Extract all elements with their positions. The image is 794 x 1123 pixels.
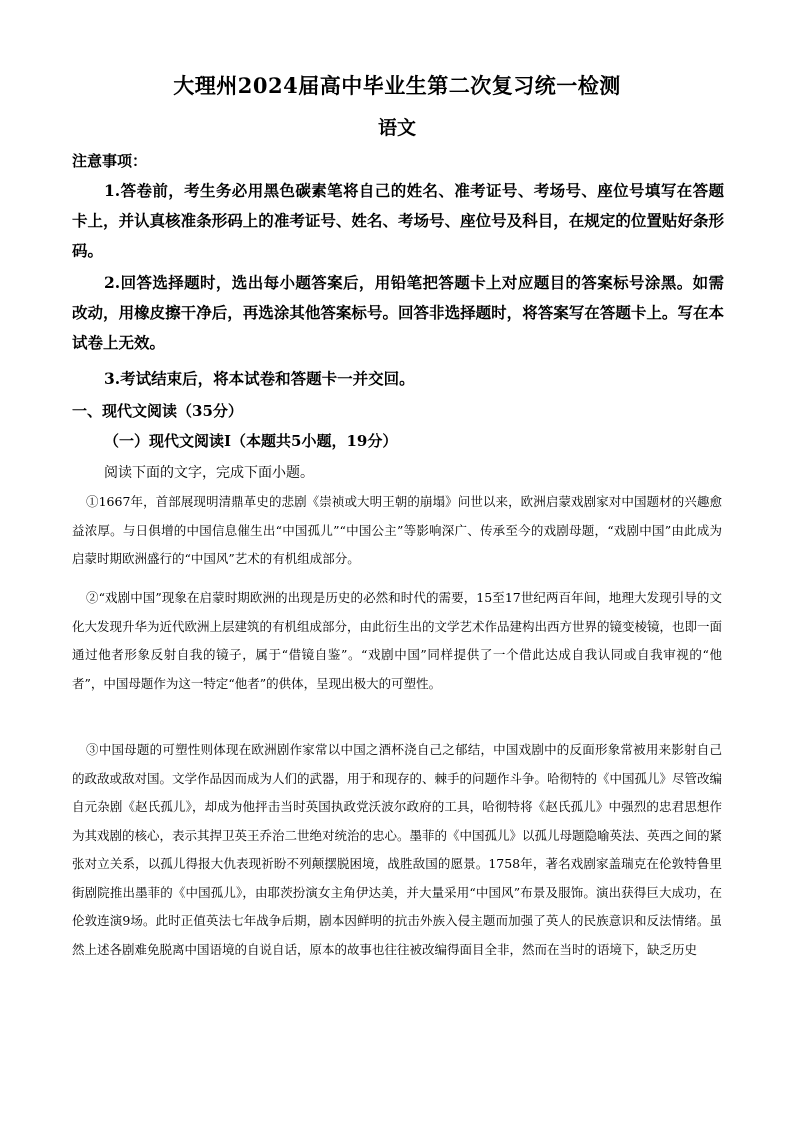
notice-heading: 注意事项：: [72, 152, 148, 170]
section-heading: 一、现代文阅读（35分）: [72, 402, 243, 420]
notice-item: 3.考试结束后，将本试卷和答题卡一并交回。: [104, 369, 415, 388]
passage-paragraph: ③中国母题的可塑性则体现在欧洲剧作家常以中国之酒杯浇自己之郁结，中国戏剧中的反面形象常被用来影射自己的政敌或敌对国。文学作品因而成为人们的武器，用于和现存的、棘手的问题作斗争。哈彻特的《中国孤儿》尽管改编自元杂剧《赵氏孤儿》，却成为他抨击当时英国执政党沃波尔政府的工具，哈彻特将《赵氏孤儿》中强烈的忠君思想作为其戏剧的核心，表示其捍卫英王乔治二世绝对统治的忠心。墨菲的《中国孤儿》以孤儿母题隐喻英法、英西之间的紧张对立关系，以孤儿得报大仇表现祈盼不列颠摆脱困境，战胜敌国的愿景。1758年，著名戏剧家盖瑞克在伦敦特鲁里街剧院推出墨菲的《中国孤儿》，由耶茨扮演女主角伊达美，并大量采用“中国风”布景及服饰。演出获得巨大成功，在伦敦连演9场。此时正值英法七年战争后期，剧本因鲜明的抗击外族入侵主题而加强了英人的民族意识和反法情绪。虽然上述各剧难免脱离中国语境的自说自话，原本的故事也往往被改编得面目全非，然而在当时的语境下，缺乏历史: [72, 742, 723, 957]
exam-title: 大理州2024届高中毕业生第二次复习统一检测: [173, 73, 621, 98]
notice-item: 1.答卷前，考生务必用黑色碳素笔将自己的姓名、准考证号、考场号、座位号填写在答题卡上，并认真核准条形码上的准考证号、姓名、考场号、座位号及科目，在规定的位置贴好条形码。: [72, 181, 724, 260]
passage-paragraph: ②“戏剧中国”现象在启蒙时期欧洲的出现是历史的必然和时代的需要，15至17世纪两百年间，地理大发现引导的文化大发现升华为近代欧洲上层建筑的有机组成部分，由此衍生出的文学艺术作品建构出西方世界的镜变棱镜，也即一面通过他者形象反射自我的镜子，属于“借镜自鉴”。“戏剧中国”同样提供了一个借此达成自我认同或自我审视的“他者”，中国母题作为这一特定“他者”的供体，呈现出极大的可塑性。: [72, 590, 723, 691]
reading-instruction: 阅读下面的文字，完成下面小题。: [104, 465, 314, 481]
notice-item: 2.回答选择题时，选出每小题答案后，用铅笔把答题卡上对应题目的答案标号涂黑。如需改动，用橡皮擦干净后，再选涂其他答案标号。回答非选择题时，将答案写在答题卡上。写在本试卷上无效。: [72, 273, 724, 352]
passage-paragraph: ①1667年，首部展现明清鼎革史的悲剧《崇祯或大明王朝的崩塌》问世以来，欧洲启蒙戏剧家对中国题材的兴趣愈益浓厚。与日俱增的中国信息催生出“中国孤儿”“中国公主”等影响深广、传承至今的戏剧母题，“戏剧中国”由此成为启蒙时期欧洲盛行的“中国风”艺术的有机组成部分。: [72, 494, 722, 566]
subsection-heading: （一）现代文阅读Ⅰ（本题共5小题，19分）: [104, 432, 398, 450]
subject-title: 语文: [377, 117, 416, 139]
